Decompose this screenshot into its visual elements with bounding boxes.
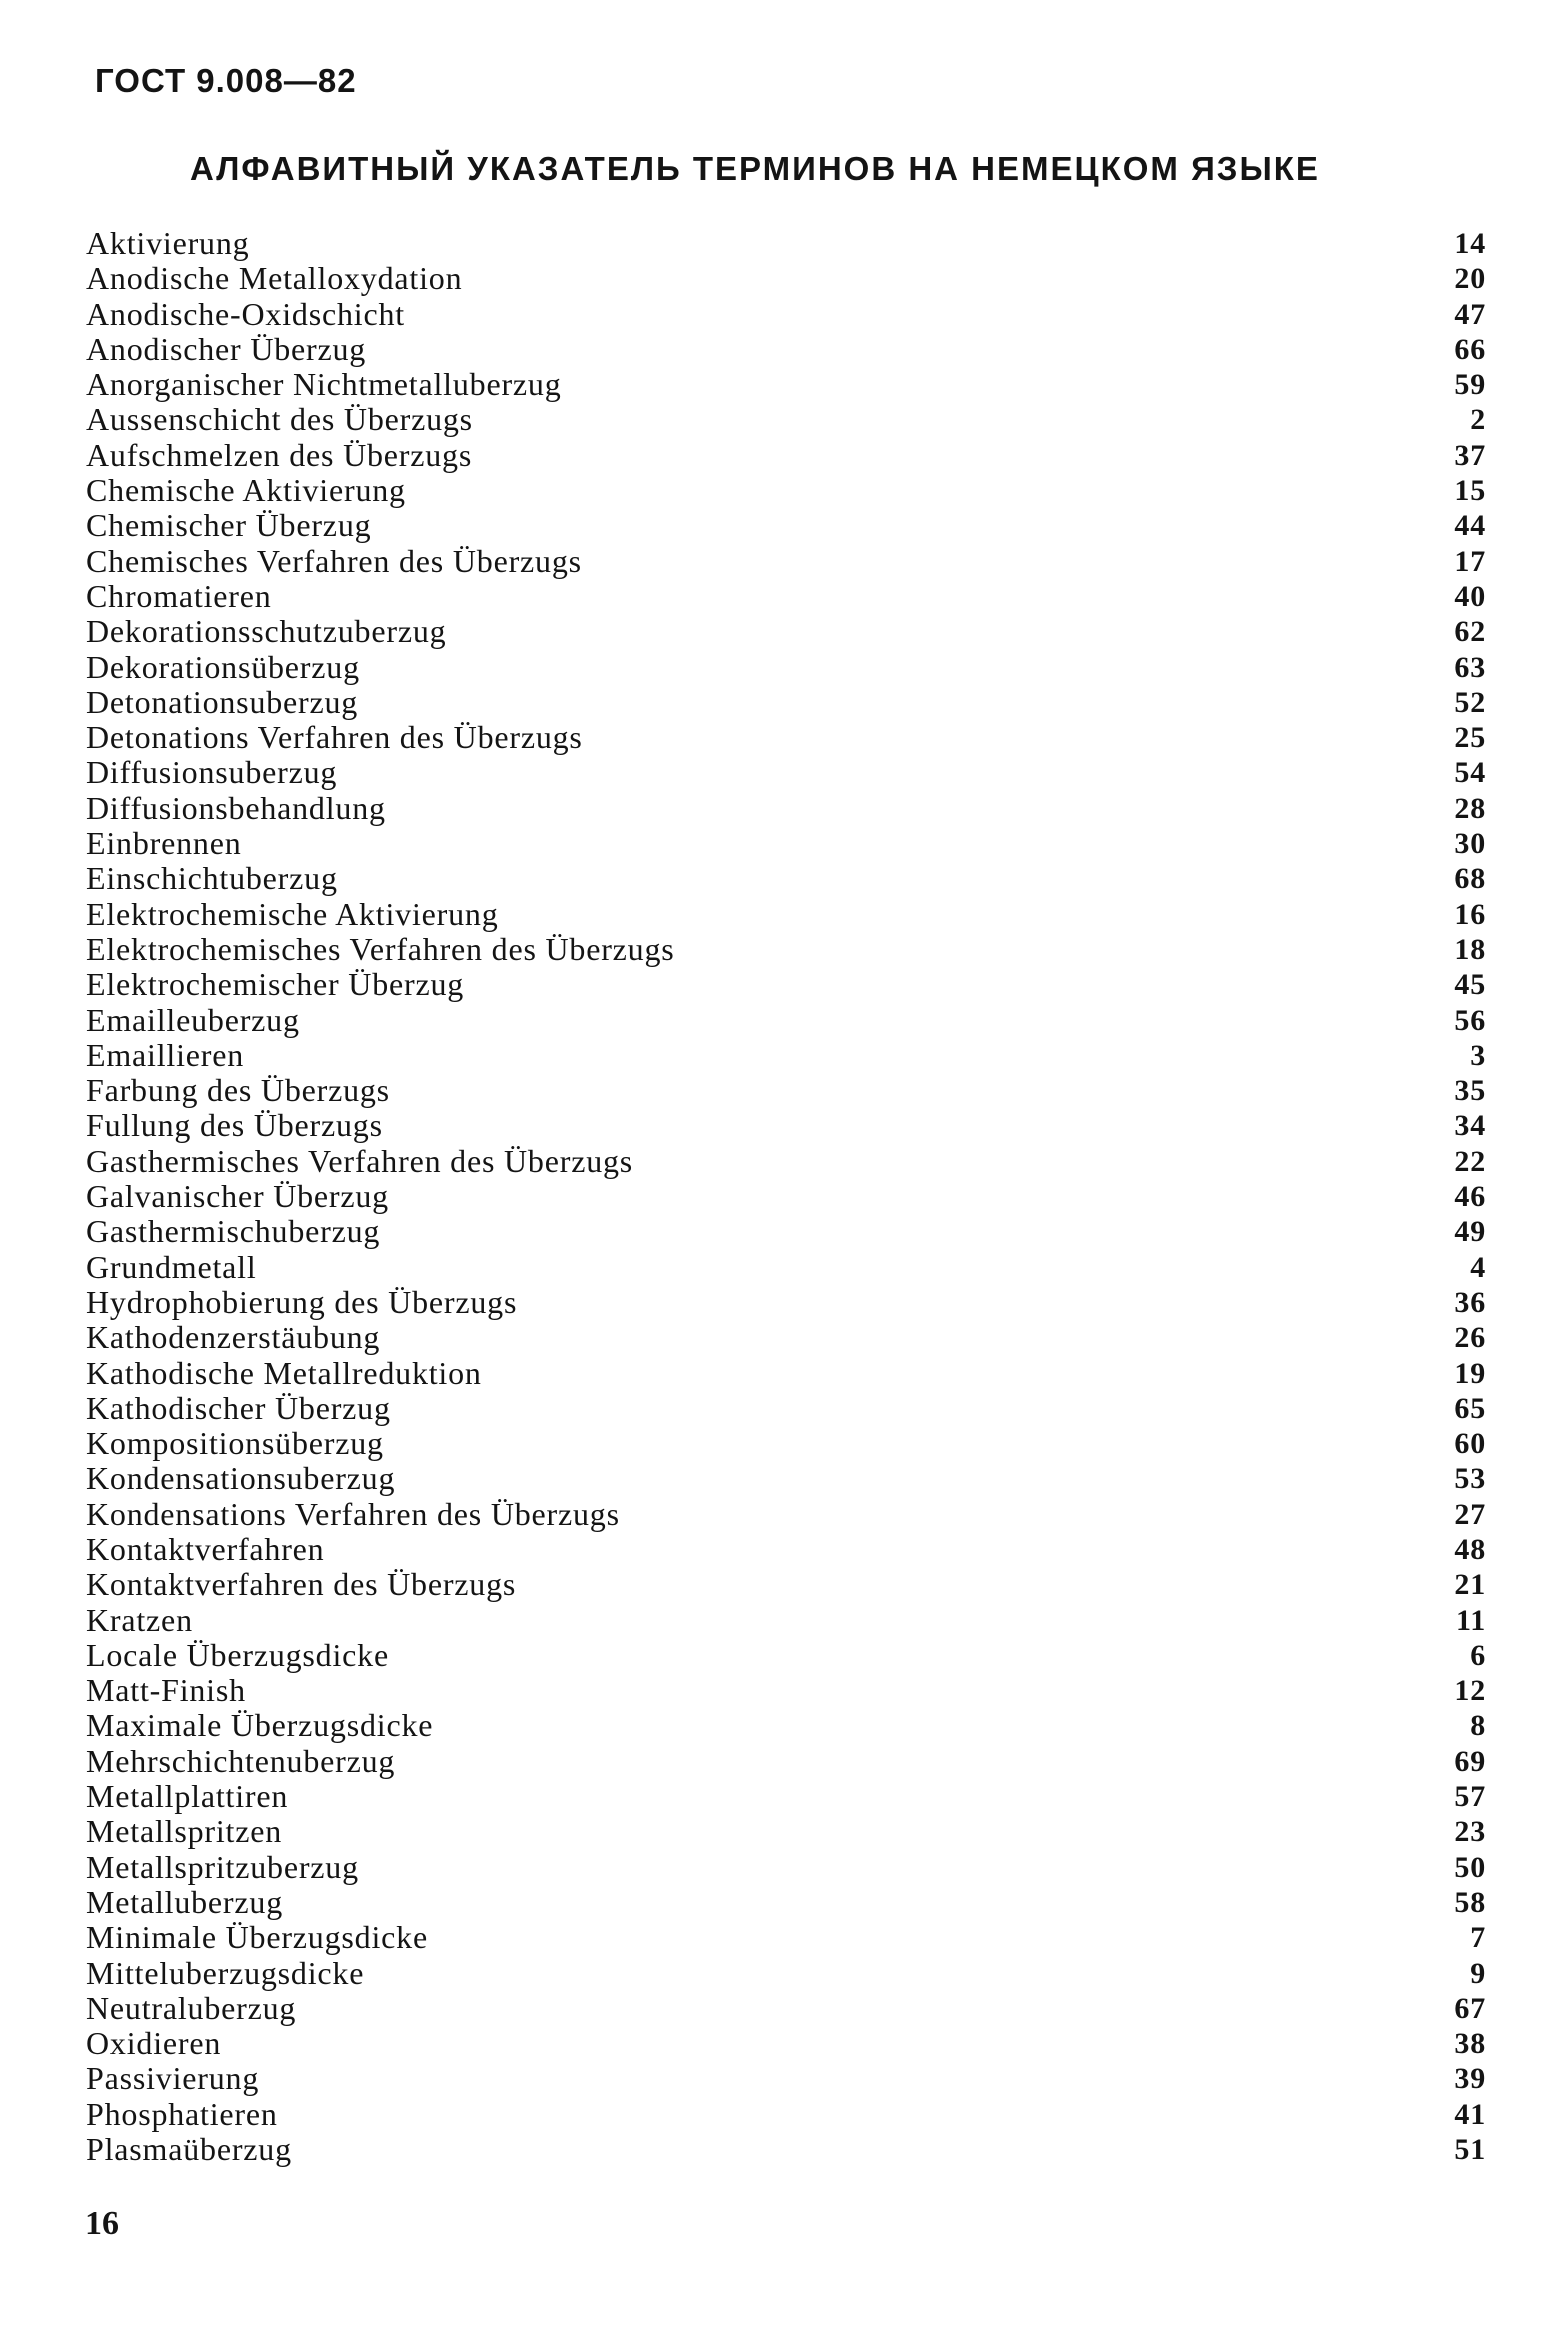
entry-number: 57 xyxy=(1454,1780,1486,1814)
entry-number: 7 xyxy=(1470,1921,1486,1955)
index-entry xyxy=(86,402,1486,437)
index-entry xyxy=(86,1532,1486,1567)
index-entry xyxy=(86,1356,1486,1391)
index-entry xyxy=(86,1603,1486,1638)
entry-term: Minimale Überzugsdicke xyxy=(86,1919,428,1956)
entry-number: 53 xyxy=(1454,1462,1486,1496)
index-entry xyxy=(86,1250,1486,1285)
entry-number: 46 xyxy=(1454,1180,1486,1214)
entry-number: 52 xyxy=(1454,685,1486,719)
entry-term: Gasthermischuberzug xyxy=(86,1213,381,1250)
index-entry xyxy=(86,1991,1486,2026)
entry-number: 18 xyxy=(1454,932,1486,966)
index-entry xyxy=(86,579,1486,614)
entry-number: 12 xyxy=(1454,1674,1486,1708)
entry-number: 47 xyxy=(1454,297,1486,331)
index-entry xyxy=(86,1673,1486,1708)
entry-term: Grundmetall xyxy=(86,1248,257,1285)
index-entry xyxy=(86,1779,1486,1814)
entry-term: Kontaktverfahren des Überzugs xyxy=(86,1566,517,1603)
entry-term: Maximale Überzugsdicke xyxy=(86,1707,434,1744)
entry-term: Metallspritzen xyxy=(86,1813,283,1850)
entry-number: 21 xyxy=(1454,1568,1486,1602)
entry-number: 69 xyxy=(1454,1744,1486,1778)
entry-number: 68 xyxy=(1454,862,1486,896)
entry-term: Diffusionsuberzug xyxy=(86,754,338,791)
entry-term: Elektrochemische Aktivierung xyxy=(86,895,499,932)
entry-term: Oxidieren xyxy=(86,2025,222,2062)
page-title: АЛФАВИТНЫЙ УКАЗАТЕЛЬ ТЕРМИНОВ НА НЕМЕЦКОМ ЯЗЫКЕ xyxy=(190,150,1320,187)
entry-term: Dekorationsüberzug xyxy=(86,648,360,685)
entry-number: 60 xyxy=(1454,1427,1486,1461)
index-entry xyxy=(86,1814,1486,1849)
index-entry xyxy=(86,791,1486,826)
entry-number: 49 xyxy=(1454,1215,1486,1249)
entry-number: 62 xyxy=(1454,615,1486,649)
index-entry xyxy=(86,261,1486,296)
index-entry xyxy=(86,1497,1486,1532)
index-entry xyxy=(86,2132,1486,2167)
index-entry xyxy=(86,2097,1486,2132)
entry-number: 30 xyxy=(1454,827,1486,861)
entry-term: Metallspritzuberzug xyxy=(86,1848,359,1885)
index-entry xyxy=(86,2061,1486,2096)
index-entry xyxy=(86,1285,1486,1320)
entry-number: 26 xyxy=(1454,1321,1486,1355)
index-entry xyxy=(86,2026,1486,2061)
entry-number: 36 xyxy=(1454,1285,1486,1319)
index-entry xyxy=(86,685,1486,720)
index-entry xyxy=(86,755,1486,790)
entry-term: Chemische Aktivierung xyxy=(86,472,406,509)
entry-term: Plasmaüberzug xyxy=(86,2131,292,2168)
index-entry xyxy=(86,1956,1486,1991)
entry-number: 67 xyxy=(1454,1991,1486,2025)
entry-term: Kondensations Verfahren des Überzugs xyxy=(86,1495,620,1532)
entry-term: Mitteluberzugsdicke xyxy=(86,1954,365,1991)
index-entry xyxy=(86,1920,1486,1955)
index-entry xyxy=(86,544,1486,579)
index-entry xyxy=(86,1003,1486,1038)
entry-number: 19 xyxy=(1454,1356,1486,1390)
index-entry xyxy=(86,473,1486,508)
entry-number: 4 xyxy=(1470,1250,1486,1284)
entry-number: 34 xyxy=(1454,1109,1486,1143)
entry-number: 50 xyxy=(1454,1850,1486,1884)
index-entry xyxy=(86,297,1486,332)
index-entry xyxy=(86,1320,1486,1355)
entry-term: Kathodische Metallreduktion xyxy=(86,1354,482,1391)
index-entry xyxy=(86,1885,1486,1920)
entry-number: 17 xyxy=(1454,544,1486,578)
index-entry xyxy=(86,1850,1486,1885)
index-entry xyxy=(86,720,1486,755)
entry-number: 48 xyxy=(1454,1532,1486,1566)
entry-number: 9 xyxy=(1470,1956,1486,1990)
index-entry xyxy=(86,332,1486,367)
entry-number: 44 xyxy=(1454,509,1486,543)
entry-number: 25 xyxy=(1454,721,1486,755)
entry-number: 39 xyxy=(1454,2062,1486,2096)
index-entry xyxy=(86,1744,1486,1779)
entry-term: Phosphatieren xyxy=(86,2095,278,2132)
entry-term: Chemisches Verfahren des Überzugs xyxy=(86,542,582,579)
term-index-list xyxy=(86,226,1486,2167)
entry-term: Elektrochemisches Verfahren des Überzugs xyxy=(86,930,675,967)
index-entry xyxy=(86,1108,1486,1143)
entry-term: Einbrennen xyxy=(86,825,242,862)
entry-number: 59 xyxy=(1454,368,1486,402)
index-entry xyxy=(86,508,1486,543)
entry-number: 35 xyxy=(1454,1074,1486,1108)
index-entry xyxy=(86,1708,1486,1743)
entry-term: Chromatieren xyxy=(86,577,272,614)
entry-term: Kontaktverfahren xyxy=(86,1530,325,1567)
entry-number: 65 xyxy=(1454,1391,1486,1425)
index-entry xyxy=(86,614,1486,649)
entry-number: 56 xyxy=(1454,1003,1486,1037)
index-entry xyxy=(86,932,1486,967)
entry-number: 54 xyxy=(1454,756,1486,790)
entry-term: Anodischer Überzug xyxy=(86,330,367,367)
page-number: 16 xyxy=(85,2205,119,2242)
entry-number: 8 xyxy=(1470,1709,1486,1743)
entry-term: Elektrochemischer Überzug xyxy=(86,966,465,1003)
entry-term: Kathodenzerstäubung xyxy=(86,1319,381,1356)
index-entry xyxy=(86,1391,1486,1426)
entry-number: 63 xyxy=(1454,650,1486,684)
entry-number: 20 xyxy=(1454,262,1486,296)
standard-code: ГОСТ 9.008—82 xyxy=(95,62,357,99)
entry-term: Diffusionsbehandlung xyxy=(86,789,386,826)
entry-number: 66 xyxy=(1454,332,1486,366)
index-entry xyxy=(86,826,1486,861)
index-entry xyxy=(86,1073,1486,1108)
index-entry xyxy=(86,367,1486,402)
entry-number: 45 xyxy=(1454,968,1486,1002)
entry-number: 15 xyxy=(1454,474,1486,508)
index-entry xyxy=(86,650,1486,685)
entry-number: 37 xyxy=(1454,438,1486,472)
index-entry xyxy=(86,438,1486,473)
entry-term: Matt-Finish xyxy=(86,1672,246,1709)
entry-number: 11 xyxy=(1456,1603,1486,1637)
index-entry xyxy=(86,897,1486,932)
entry-number: 23 xyxy=(1454,1815,1486,1849)
entry-term: Kompositionsüberzug xyxy=(86,1425,384,1462)
index-entry xyxy=(86,1144,1486,1179)
entry-term: Aufschmelzen des Überzugs xyxy=(86,436,473,473)
entry-number: 22 xyxy=(1454,1144,1486,1178)
entry-term: Fullung des Überzugs xyxy=(86,1107,383,1144)
index-entry xyxy=(86,861,1486,896)
entry-term: Kratzen xyxy=(86,1601,193,1638)
index-entry xyxy=(86,1426,1486,1461)
entry-term: Dekorationsschutzuberzug xyxy=(86,613,447,650)
entry-number: 58 xyxy=(1454,1885,1486,1919)
entry-term: Anorganischer Nichtmetalluberzug xyxy=(86,366,562,403)
entry-number: 2 xyxy=(1470,403,1486,437)
index-entry xyxy=(86,967,1486,1002)
entry-term: Metallplattiren xyxy=(86,1778,289,1815)
entry-term: Aussenschicht des Überzugs xyxy=(86,401,473,438)
entry-number: 51 xyxy=(1454,2133,1486,2167)
entry-term: Passivierung xyxy=(86,2060,260,2097)
entry-number: 41 xyxy=(1454,2097,1486,2131)
index-entry xyxy=(86,1638,1486,1673)
entry-term: Anodische-Oxidschicht xyxy=(86,295,405,332)
entry-number: 14 xyxy=(1454,227,1486,260)
entry-term: Mehrschichtenuberzug xyxy=(86,1742,396,1779)
entry-term: Farbung des Überzugs xyxy=(86,1072,390,1109)
entry-term: Kathodischer Überzug xyxy=(86,1389,391,1426)
entry-term: Gasthermisches Verfahren des Überzugs xyxy=(86,1142,634,1179)
entry-number: 40 xyxy=(1454,579,1486,613)
index-entry xyxy=(86,1179,1486,1214)
entry-number: 28 xyxy=(1454,791,1486,825)
entry-term: Chemischer Überzug xyxy=(86,507,372,544)
entry-number: 6 xyxy=(1470,1638,1486,1672)
entry-number: 3 xyxy=(1470,1038,1486,1072)
entry-number: 27 xyxy=(1454,1497,1486,1531)
entry-number: 38 xyxy=(1454,2027,1486,2061)
entry-term: Locale Überzugsdicke xyxy=(86,1636,389,1673)
index-entry xyxy=(86,1038,1486,1073)
index-entry xyxy=(86,1214,1486,1249)
entry-term: Einschichtuberzug xyxy=(86,860,338,897)
entry-term: Emailleuberzug xyxy=(86,1001,300,1038)
entry-term: Metalluberzug xyxy=(86,1883,283,1920)
entry-term: Aktivierung xyxy=(86,225,250,261)
entry-term: Detonations Verfahren des Überzugs xyxy=(86,719,583,756)
index-entry xyxy=(86,1567,1486,1602)
entry-number: 16 xyxy=(1454,897,1486,931)
index-entry xyxy=(86,1461,1486,1496)
entry-term: Anodische Metalloxydation xyxy=(86,260,463,297)
entry-term: Neutraluberzug xyxy=(86,1989,297,2026)
entry-term: Kondensationsuberzug xyxy=(86,1460,396,1497)
entry-term: Detonationsuberzug xyxy=(86,683,359,720)
entry-term: Galvanischer Überzug xyxy=(86,1178,389,1215)
entry-term: Emaillieren xyxy=(86,1036,245,1073)
entry-term: Hydrophobierung des Überzugs xyxy=(86,1283,518,1320)
index-entry xyxy=(86,226,1486,261)
